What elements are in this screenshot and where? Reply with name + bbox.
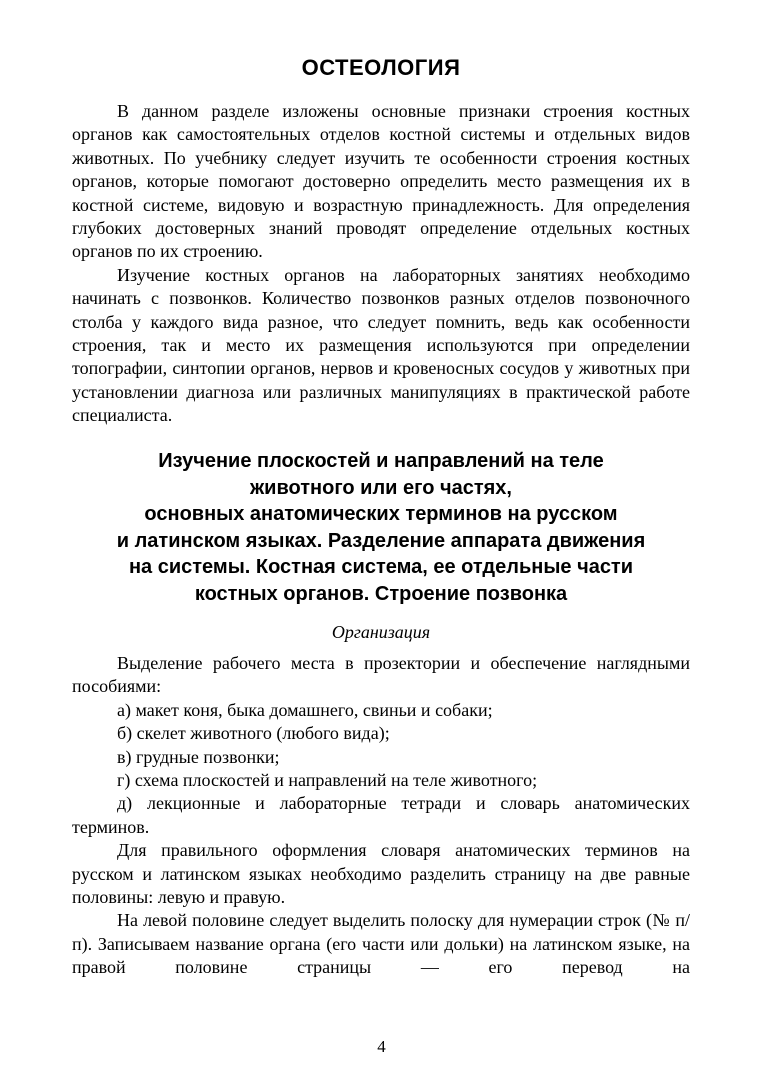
organization-heading: Организация [331, 622, 431, 642]
organization-intro: Выделение рабочего места в прозектории и обеспечение наглядными пособиями: [72, 653, 690, 697]
closing-paragraph-1: Для правильного оформления словаря анатомических терминов на русском и латинском языках необходимо разделить страницу на две равные половины: левую и правую. [72, 840, 690, 908]
intro-section [72, 100, 690, 428]
intro-paragraph-2: Изучение костных органов на лабораторных занятиях необходимо начинать с позвонков. Количество позвонков разных отделов позвоночного столба у каждого вида разное, что следует помнить, ведь как особенности строения, так и место их размещения используются при определении топографии, синтопии органов, нервов и кровеносных сосудов у животных при установлении диагноза или различных манипуляциях в практической работе специалиста. [72, 264, 690, 426]
page-title: ОСТЕОЛОГИЯ [301, 55, 461, 80]
closing-paragraph-2: На левой половине следует выделить полоску для нумерации строк (№ п/п). Записываем название органа (его части или дольки) на латинском языке, на правой половине страницы — его перевод на [72, 910, 690, 978]
section-title [72, 448, 690, 607]
list-item: а) макет коня, быка домашнего, свиньи и собаки; [117, 699, 493, 720]
section-title-line: и латинском языках. Разделение аппарата движения [116, 529, 646, 552]
section-title-line: основных анатомических терминов на русском [144, 503, 618, 525]
section-title-line: костных органов. Строение позвонка [194, 582, 568, 605]
list-item: г) схема плоскостей и направлений на теле животного; [117, 770, 538, 791]
intro-paragraph-1: В данном разделе изложены основные признаки строения костных органов как самостоятельных отделов костной системы и отдельных видов животных. По учебнику следует изучить те особенности строения костных органов, которые помогают достоверно определить место размещения их в костной системе, видовую и возрастную принадлежность. Для определения глубоких достоверных знаний проводят определение отдельных костных органов по их строению. [72, 101, 690, 262]
list-item: б) скелет животного (любого вида); [117, 723, 390, 744]
list-item: д) лекционные и лабораторные тетради и словарь анатомических терминов. [72, 793, 690, 837]
section-title-line: животного или его частях, [250, 476, 512, 499]
section-title-line: Изучение плоскостей и направлений на теле [158, 450, 604, 472]
organization-section [72, 652, 690, 980]
section-title-line: на системы. Костная система, ее отдельные части [128, 556, 634, 578]
page-number: 4 [377, 1037, 386, 1056]
list-item: в) грудные позвонки; [117, 746, 280, 767]
